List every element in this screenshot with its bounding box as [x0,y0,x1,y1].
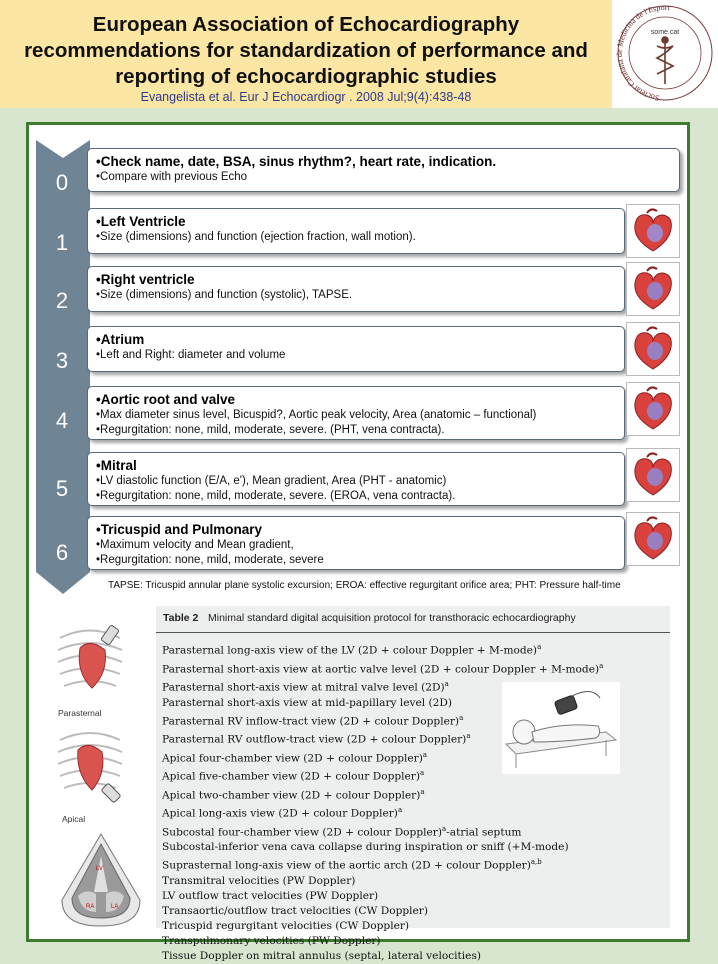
table-header [156,606,670,633]
table-row: Subcostal four-chamber view (2D + colour Doppler)$^a$-atrial septum [162,824,522,839]
step-title: •Mitral [96,458,137,473]
heart-icon [626,322,680,376]
step-number: 3 [55,348,69,373]
apical-four-chamber-diagram [56,830,146,930]
table-row: Apical long-axis view (2D + colour Doppler)$^a$ [162,806,403,820]
page-title: European Association of Echocardiography recommendations for standardization of performance and reporting of echocardiographic studies [24,13,588,88]
header-banner [0,0,612,108]
table-row: Parasternal RV outflow-tract view (2D + colour Doppler)$^a$ [162,732,471,746]
parasternal-label: Parasternal [58,708,102,718]
table-row: Parasternal short-axis view at mitral valve level $(2D)^a$ [162,680,449,694]
step-title: •Tricuspid and Pulmonary [96,522,263,537]
protocol-table [156,606,670,962]
logo-site-text: some.cat [650,29,680,36]
step-box [87,148,680,192]
step-box [87,386,625,440]
step-detail: •Regurgitation: none, mild, moderate, severe. (EROA, vena contracta). [96,490,456,502]
table-caption: Minimal standard digital acquisition protocol for transthoracic echocardiography [208,612,576,624]
footnote: TAPSE: Tricuspid annular plane systolic excursion; EROA: effective regurgitant orifice area; PHT: Pressure half-time [108,580,621,591]
step-number: 0 [55,170,69,195]
heart-icon [626,512,680,566]
step-detail: •Regurgitation: none, mild, moderate, severe. (PHT, vena contracta). [96,424,445,436]
citation: Evangelista et al. Eur J Echocardiogr . 2008 Jul;9(4):438-48 [140,90,472,104]
heart-icon [626,448,680,502]
heart-icon [626,204,680,258]
lv-label: LV [96,866,103,872]
table-row: Transaortic/outflow tract velocities (CW Doppler) [162,904,428,917]
step-detail: •Max diameter sinus level, Bicuspid?, Aortic peak velocity, Area (anatomic – functional) [96,409,537,421]
table-number: Table 2 [163,612,199,624]
caduceus-icon [657,37,673,84]
table-row: Parasternal short-axis view at aortic valve level (2D + colour Doppler + M-mode)$^a$ [162,661,604,676]
table-row: Parasternal RV inflow-tract view (2D + colour Doppler)$^a$ [162,713,464,728]
table-row: Subcostal-inferior vena cava collapse during inspiration or sniff (+M-mode) [162,841,569,854]
step-title: •Right ventricle [96,272,195,287]
step-box [87,266,625,312]
heart-icon [626,382,680,436]
svg-text:Societat Catalana de Medicina [615,3,671,103]
step-detail: •Compare with previous Echo [96,171,248,183]
la-label: LA [111,904,119,910]
step-box [87,452,625,506]
parasternal-illustration [50,618,130,718]
ra-label: RA [86,904,95,910]
step-detail: •Left and Right: diameter and volume [96,349,286,361]
step-detail: •Maximum velocity and Mean gradient, [96,539,294,551]
table-row: Transmitral velocities (PW Doppler) [162,874,356,887]
step-title: •Check name, date, BSA, sinus rhythm?, heart rate, indication. [96,154,497,169]
society-logo [612,0,718,108]
step-number: 2 [55,288,69,313]
table-row: Apical five-chamber view (2D + colour Doppler)$^a$ [162,769,425,783]
table-row: Transpulmonary velocities (PW Doppler) [162,934,381,947]
apical-label: Apical [62,814,86,824]
table-row: Tricuspid regurgitant velocities (CW Doppler) [162,919,410,932]
step-title: •Left Ventricle [96,214,186,229]
logo-ring-text: Societat Catalana de Medicina de l'Esport [615,2,671,103]
step-detail: •Size (dimensions) and function (systolic), TAPSE. [96,289,353,301]
table-row: Apical two-chamber view (2D + colour Doppler)$^a$ [162,787,425,802]
step-number: 4 [55,408,69,433]
step-detail: •Regurgitation: none, mild, moderate, severe [96,554,324,566]
step-box [87,208,625,254]
table-row: Suprasternal long-axis view of the aortic arch (2D + colour Doppler)$^{a,b}$ [162,858,542,872]
table-row: LV outflow tract velocities (PW Doppler) [162,889,379,902]
step-title: •Atrium [96,332,145,347]
step-number: 1 [55,230,69,255]
step-box [87,516,625,570]
step-number: 5 [55,476,69,501]
step-detail: •LV diastolic function (E/A, e'), Mean gradient, Area (PHT - anatomic) [96,475,447,487]
table-row: Apical four-chamber view (2D + colour Doppler)$^a$ [162,750,428,765]
apical-illustration [50,722,130,826]
table-row: Parasternal long-axis view of the LV (2D + colour Doppler + M-mode)$^a$ [162,643,542,657]
step-title: •Aortic root and valve [96,392,236,407]
heart-icon [626,262,680,316]
step-detail: •Size (dimensions) and function (ejection fraction, wall motion). [96,231,416,243]
table-row: Parasternal short-axis view at mid-papillary level (2D) [162,696,453,709]
step-box [87,326,625,372]
table-row: Tissue Doppler on mitral annulus (septal, lateral velocities) [162,949,482,962]
step-number: 6 [55,540,69,565]
patient-illustration [502,682,620,774]
